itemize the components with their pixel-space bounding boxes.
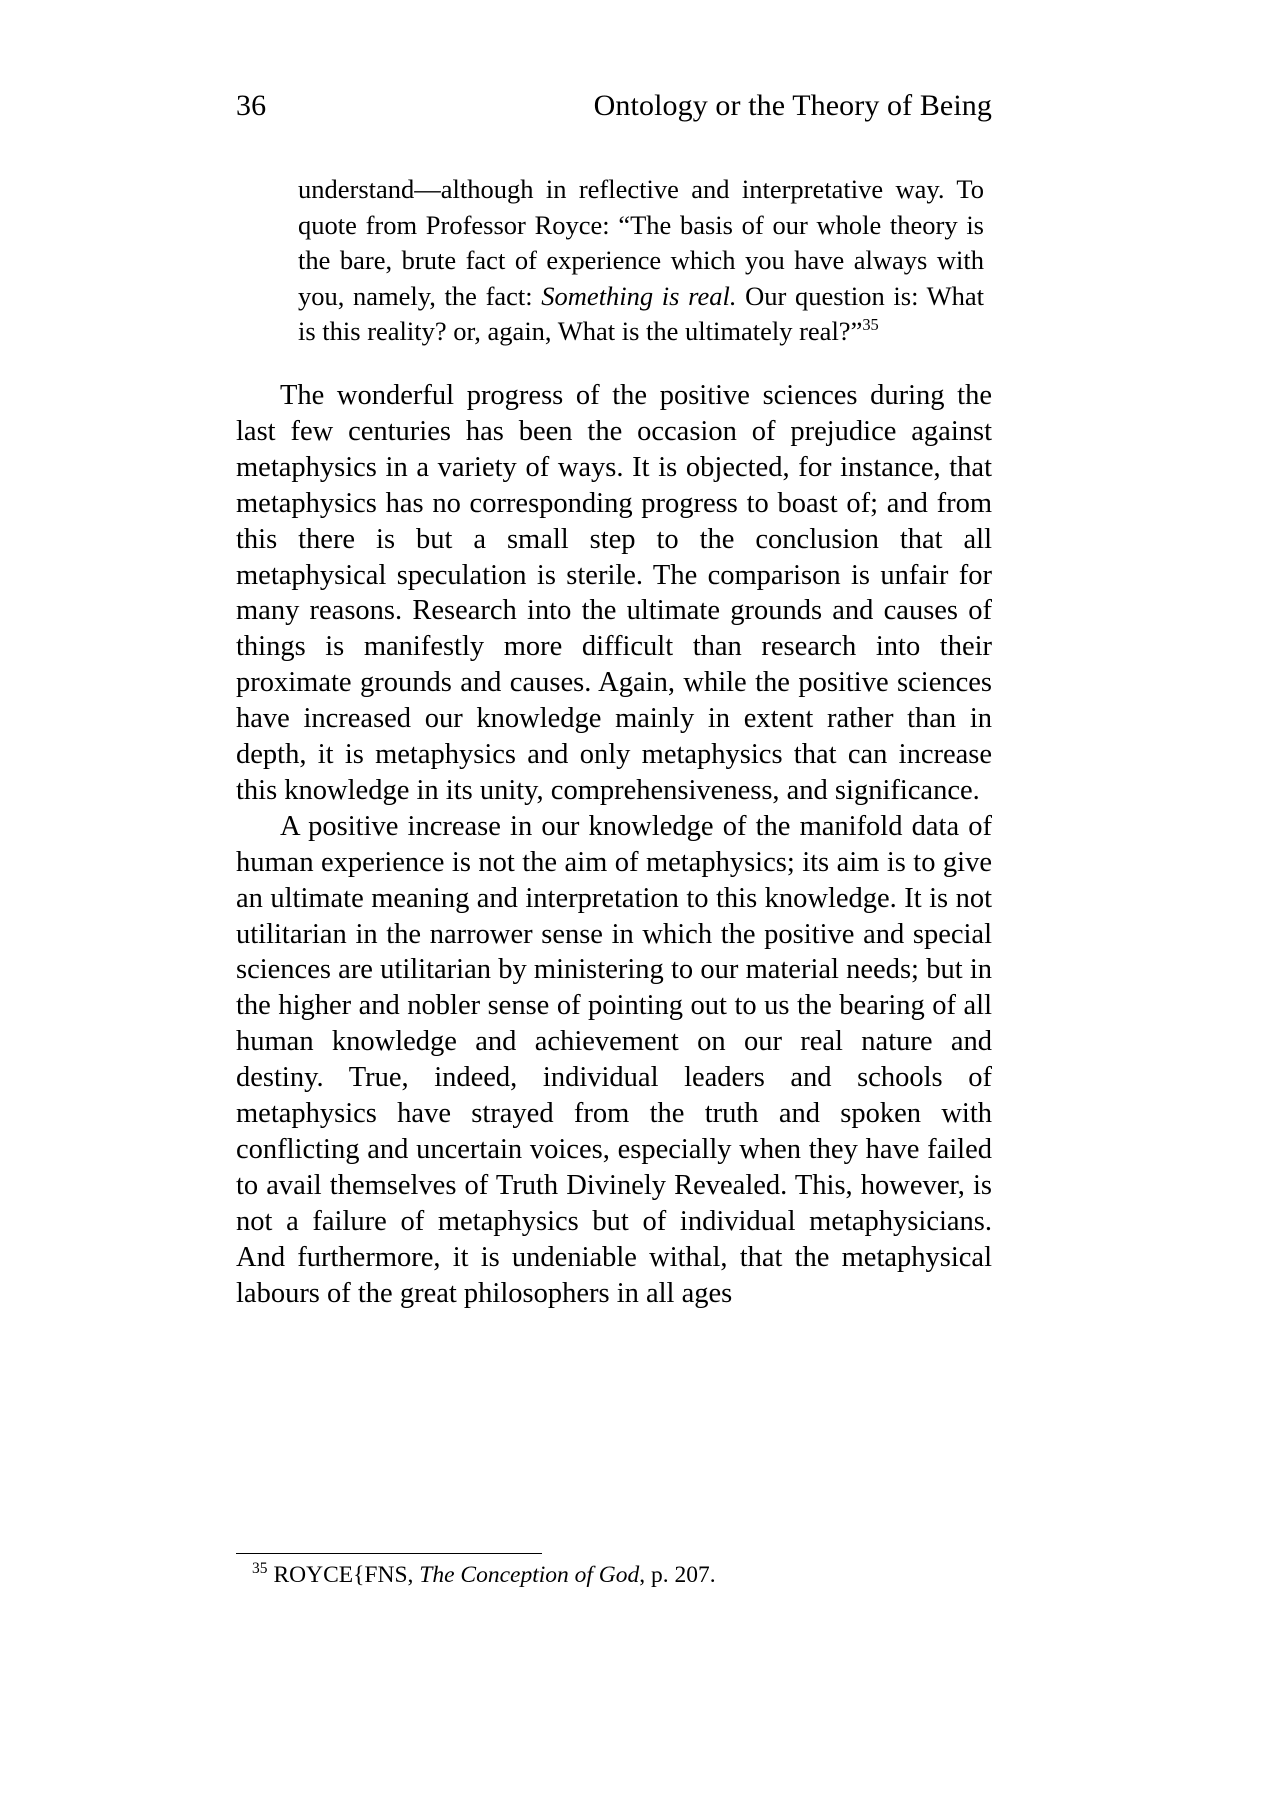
footnote-separator-rule: [236, 1553, 542, 1554]
footnote-author: ROYCE{FNS,: [273, 1562, 414, 1588]
footnote-entry: [236, 1561, 992, 1590]
footnote-title: The Conception of God: [419, 1562, 640, 1588]
footnote-reference-marker: 35: [862, 315, 879, 335]
body-paragraph-2: A positive increase in our knowledge of the manifold data of human experience is not the aim of metaphysics; its aim is to give an ultimate meaning and interpretation to this knowledge. It is not utilitarian in the narrower sense in which the positive and special sciences are utilitarian by ministering to our material needs; but in the higher and nobler sense of pointing out to us the bearing of all human knowledge and achievement on our real nature and destiny. True, indeed, individual leaders and schools of metaphysics have strayed from the truth and spoken with conflicting and uncertain voices, especially when they have failed to avail themselves of Truth Divinely Revealed. This, however, is not a failure of metaphysics but of individual metaphysicians. And furthermore, it is undeniable withal, that the metaphysical labours of the great philosophers in all ages: [236, 810, 992, 1309]
body-text: [236, 378, 992, 1312]
running-title: Ontology or the Theory of Being: [593, 89, 992, 122]
running-header: [236, 88, 992, 124]
quote-italic-phrase: Something is real.: [541, 280, 737, 311]
body-paragraph-1: The wonderful progress of the positive sciences during the last few centuries has been the occasion of prejudice against metaphysics in a variety of ways. It is objected, for instance, that metaphysics has no corresponding progress to boast of; and from this there is but a small step to the conclusion that all metaphysical speculation is sterile. The comparison is unfair for many reasons. Research into the ultimate grounds and causes of things is manifestly more difficult than research into their proximate grounds and causes. Again, while the positive sciences have increased our knowledge mainly in extent rather than in depth, it is metaphysics and only metaphysics that can increase this knowledge in its unity, comprehensiveness, and significance.: [236, 379, 992, 806]
quote-text-part-1: understand—although in reflective and interpretative way. To quote from Professor Royce: “The basis of our whole theory is the bare, brute fact of experience which you have always with you, namely, the fact:: [298, 174, 984, 311]
text-column: [236, 172, 992, 1312]
footnote-locator: , p. 207.: [639, 1562, 716, 1588]
footnote-area: [236, 1553, 992, 1590]
page-number: 36: [236, 89, 267, 122]
footnote-number: 35: [252, 1560, 268, 1578]
block-quote-paragraph: [298, 172, 984, 350]
block-quote: [236, 172, 992, 350]
quote-text-part-2: Our question is: What is this reality? or, again, What is the ultimately real?”: [298, 280, 984, 347]
